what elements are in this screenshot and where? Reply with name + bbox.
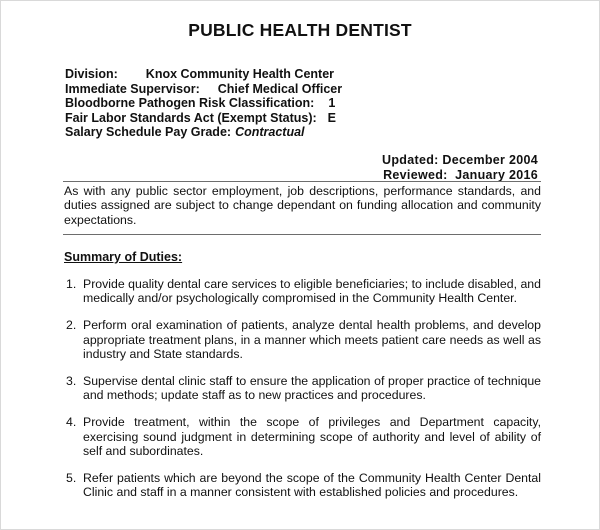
list-number: 5. [66, 471, 77, 486]
flsa-label: Fair Labor Standards Act (Exempt Status): [65, 110, 317, 125]
list-number: 2. [66, 318, 77, 333]
salary-value: Contractual [235, 125, 305, 139]
list-text: Refer patients which are beyond the scope of the Community Health Center Dental Clinic and staff in a manner consistent with established policies and procedures. [83, 471, 541, 500]
list-number: 4. [66, 415, 77, 430]
divider [63, 181, 541, 182]
job-metadata [65, 67, 342, 140]
intro-paragraph: As with any public sector employment, job descriptions, performance standards, and duties assigned are subject to change dependant on funding allocation and community expectations. [64, 184, 541, 227]
supervisor-label: Immediate Supervisor: [65, 81, 200, 96]
list-item [64, 415, 541, 458]
bloodborne-label: Bloodborne Pathogen Risk Classification: [65, 96, 315, 110]
bloodborne-row [65, 96, 342, 111]
revision-dates [382, 153, 538, 182]
list-text: Provide treatment, within the scope of privileges and Department capacity, exercising sound judgment in determining scope of authority and level of ability of self and subordinates. [83, 415, 541, 458]
list-text: Perform oral examination of patients, analyze dental health problems, and develop appropriate treatment plans, in a manner which meets patient care needs as well as industry and State standards. [83, 318, 541, 361]
list-item [64, 277, 541, 305]
salary-row [65, 125, 342, 140]
bloodborne-value: 1 [328, 96, 336, 110]
list-number: 1. [66, 277, 77, 291]
division-value: Knox Community Health Center [145, 67, 335, 81]
flsa-value: E [327, 110, 337, 125]
list-item [64, 318, 541, 361]
list-text: Supervise dental clinic staff to ensure the application of proper practice of technique and methods; update staff as to new practices and procedures. [83, 374, 541, 403]
reviewed-date: Reviewed: January 2016 [383, 167, 538, 182]
list-item [64, 374, 541, 402]
division-label: Division: [65, 67, 118, 81]
supervisor-row [65, 82, 342, 97]
list-number: 3. [66, 374, 77, 389]
summary-heading: Summary of Duties: [64, 250, 183, 264]
salary-label: Salary Schedule Pay Grade: [65, 125, 232, 139]
divider [63, 234, 541, 235]
supervisor-value: Chief Medical Officer [217, 81, 343, 96]
list-text: Provide quality dental care services to eligible beneficiaries; to include disabled, and medically and/or psychologically compromised in the Community Health Center. [83, 277, 541, 306]
list-item [64, 471, 541, 499]
division-row [65, 67, 342, 82]
updated-date: Updated: December 2004 [382, 153, 538, 167]
duties-list [64, 277, 541, 512]
document-title: PUBLIC HEALTH DENTIST [188, 20, 412, 40]
flsa-row [65, 111, 342, 126]
